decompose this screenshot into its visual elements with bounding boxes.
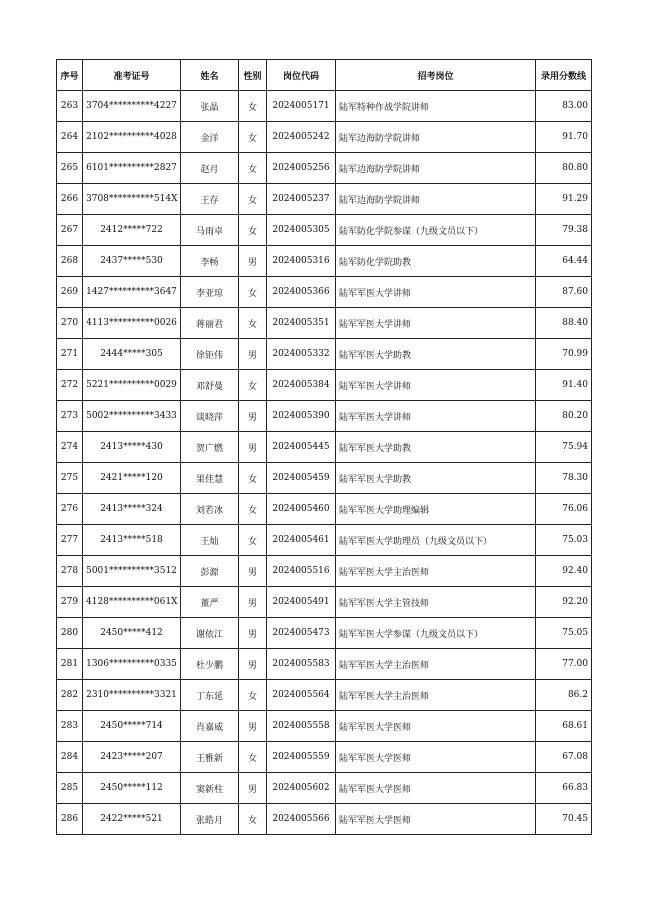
cell-exam-id: 2450*****714 (83, 711, 181, 742)
cell-seq: 280 (57, 618, 83, 649)
cell-position: 陆军边海防学院讲师 (336, 153, 536, 184)
cell-score-line: 79.38 (536, 215, 592, 246)
cell-position-code: 2024005564 (267, 680, 336, 711)
cell-seq: 281 (57, 649, 83, 680)
cell-position-code: 2024005566 (267, 804, 336, 835)
cell-seq: 279 (57, 587, 83, 618)
table-row (57, 277, 592, 308)
table-row (57, 91, 592, 122)
cell-score-line: 88.40 (536, 308, 592, 339)
cell-position-code: 2024005305 (267, 215, 336, 246)
table-row (57, 742, 592, 773)
cell-gender: 女 (239, 804, 267, 835)
cell-position: 陆军防化学院助教 (336, 246, 536, 277)
cell-gender: 男 (239, 587, 267, 618)
cell-exam-id: 3708**********514X (83, 184, 181, 215)
cell-gender: 男 (239, 618, 267, 649)
cell-exam-id: 2421*****120 (83, 463, 181, 494)
cell-position: 陆军防化学院参谋（九级文员以下） (336, 215, 536, 246)
table-row (57, 184, 592, 215)
cell-score-line: 76.06 (536, 494, 592, 525)
cell-seq: 274 (57, 432, 83, 463)
cell-name: 彭源 (181, 556, 239, 587)
cell-exam-id: 2413*****518 (83, 525, 181, 556)
cell-gender: 女 (239, 215, 267, 246)
cell-score-line: 75.05 (536, 618, 592, 649)
cell-gender: 女 (239, 91, 267, 122)
cell-exam-id: 5221**********0029 (83, 370, 181, 401)
cell-gender: 男 (239, 401, 267, 432)
cell-seq: 266 (57, 184, 83, 215)
cell-score-line: 91.40 (536, 370, 592, 401)
cell-name: 张皓月 (181, 804, 239, 835)
cell-name: 贺广燃 (181, 432, 239, 463)
cell-seq: 286 (57, 804, 83, 835)
cell-name: 杜少鹏 (181, 649, 239, 680)
cell-name: 王存 (181, 184, 239, 215)
cell-score-line: 91.70 (536, 122, 592, 153)
cell-exam-id: 2423*****207 (83, 742, 181, 773)
cell-position-code: 2024005583 (267, 649, 336, 680)
cell-name: 窦新柱 (181, 773, 239, 804)
cell-gender: 女 (239, 122, 267, 153)
cell-seq: 267 (57, 215, 83, 246)
cell-position: 陆军军医大学主治医师 (336, 680, 536, 711)
cell-gender: 男 (239, 432, 267, 463)
cell-position-code: 2024005316 (267, 246, 336, 277)
cell-gender: 女 (239, 742, 267, 773)
cell-exam-id: 2437*****530 (83, 246, 181, 277)
cell-position-code: 2024005460 (267, 494, 336, 525)
cell-exam-id: 6101**********2827 (83, 153, 181, 184)
cell-exam-id: 1427**********3647 (83, 277, 181, 308)
table-row (57, 773, 592, 804)
cell-exam-id: 2102**********4028 (83, 122, 181, 153)
cell-score-line: 75.03 (536, 525, 592, 556)
cell-seq: 277 (57, 525, 83, 556)
cell-seq: 285 (57, 773, 83, 804)
cell-exam-id: 2444*****305 (83, 339, 181, 370)
cell-name: 董严 (181, 587, 239, 618)
cell-exam-id: 4113**********0026 (83, 308, 181, 339)
cell-seq: 265 (57, 153, 83, 184)
cell-score-line: 70.45 (536, 804, 592, 835)
cell-seq: 273 (57, 401, 83, 432)
table-row (57, 432, 592, 463)
table-row (57, 711, 592, 742)
table-row (57, 215, 592, 246)
cell-position: 陆军军医大学参谋（九级文员以下） (336, 618, 536, 649)
cell-score-line: 66.83 (536, 773, 592, 804)
header-score-line: 录用分数线 (536, 60, 592, 91)
cell-seq: 269 (57, 277, 83, 308)
cell-exam-id: 2310**********3321 (83, 680, 181, 711)
cell-name: 马雨卓 (181, 215, 239, 246)
cell-position-code: 2024005390 (267, 401, 336, 432)
header-exam-id: 准考证号 (83, 60, 181, 91)
cell-gender: 女 (239, 370, 267, 401)
cell-gender: 女 (239, 277, 267, 308)
cell-seq: 275 (57, 463, 83, 494)
table-row (57, 525, 592, 556)
cell-seq: 263 (57, 91, 83, 122)
cell-position-code: 2024005461 (267, 525, 336, 556)
table-row (57, 370, 592, 401)
cell-position: 陆军边海防学院讲师 (336, 184, 536, 215)
cell-exam-id: 5002**********3433 (83, 401, 181, 432)
cell-gender: 女 (239, 680, 267, 711)
cell-seq: 283 (57, 711, 83, 742)
cell-score-line: 86.2 (536, 680, 592, 711)
table-row (57, 494, 592, 525)
cell-name: 赵月 (181, 153, 239, 184)
cell-position: 陆军军医大学助教 (336, 339, 536, 370)
cell-seq: 284 (57, 742, 83, 773)
header-name: 姓名 (181, 60, 239, 91)
cell-seq: 278 (57, 556, 83, 587)
table-row (57, 153, 592, 184)
cell-seq: 268 (57, 246, 83, 277)
cell-position: 陆军军医大学讲师 (336, 370, 536, 401)
cell-score-line: 91.29 (536, 184, 592, 215)
cell-position: 陆军军医大学医师 (336, 804, 536, 835)
cell-position-code: 2024005256 (267, 153, 336, 184)
cell-gender: 女 (239, 153, 267, 184)
cell-exam-id: 4128**********061X (83, 587, 181, 618)
cell-position-code: 2024005602 (267, 773, 336, 804)
cell-name: 李亚琼 (181, 277, 239, 308)
cell-gender: 男 (239, 556, 267, 587)
cell-exam-id: 2413*****324 (83, 494, 181, 525)
cell-position-code: 2024005242 (267, 122, 336, 153)
cell-gender: 女 (239, 525, 267, 556)
cell-position: 陆军军医大学主治医师 (336, 649, 536, 680)
table-body (57, 91, 592, 835)
cell-score-line: 68.61 (536, 711, 592, 742)
cell-exam-id: 5001**********3512 (83, 556, 181, 587)
cell-gender: 女 (239, 184, 267, 215)
cell-score-line: 92.40 (536, 556, 592, 587)
cell-gender: 女 (239, 463, 267, 494)
cell-name: 李畅 (181, 246, 239, 277)
cell-name: 徐钜伟 (181, 339, 239, 370)
cell-position: 陆军边海防学院讲师 (336, 122, 536, 153)
cell-position-code: 2024005366 (267, 277, 336, 308)
cell-gender: 男 (239, 649, 267, 680)
cell-seq: 264 (57, 122, 83, 153)
table-row (57, 246, 592, 277)
table-row (57, 122, 592, 153)
cell-score-line: 80.20 (536, 401, 592, 432)
cell-position-code: 2024005171 (267, 91, 336, 122)
table-row (57, 308, 592, 339)
cell-position: 陆军军医大学助教 (336, 432, 536, 463)
header-position: 招考岗位 (336, 60, 536, 91)
cell-seq: 272 (57, 370, 83, 401)
cell-name: 王灿 (181, 525, 239, 556)
cell-gender: 女 (239, 494, 267, 525)
cell-position-code: 2024005445 (267, 432, 336, 463)
cell-name: 肖嘉威 (181, 711, 239, 742)
cell-position: 陆军军医大学助理员（九级文员以下） (336, 525, 536, 556)
cell-name: 谢依江 (181, 618, 239, 649)
cell-position: 陆军军医大学讲师 (336, 308, 536, 339)
cell-position: 陆军军医大学主管技师 (336, 587, 536, 618)
table-row (57, 649, 592, 680)
cell-name: 邓舒曼 (181, 370, 239, 401)
cell-name: 刘若冰 (181, 494, 239, 525)
cell-position: 陆军军医大学助教 (336, 463, 536, 494)
cell-gender: 男 (239, 711, 267, 742)
header-gender: 性别 (239, 60, 267, 91)
cell-exam-id: 2450*****112 (83, 773, 181, 804)
cell-seq: 271 (57, 339, 83, 370)
table-row (57, 680, 592, 711)
cell-exam-id: 3704**********4227 (83, 91, 181, 122)
cell-seq: 270 (57, 308, 83, 339)
cell-position-code: 2024005459 (267, 463, 336, 494)
cell-name: 果佳慧 (181, 463, 239, 494)
cell-score-line: 77.00 (536, 649, 592, 680)
cell-gender: 男 (239, 339, 267, 370)
table-row (57, 804, 592, 835)
cell-gender: 男 (239, 246, 267, 277)
cell-score-line: 83.00 (536, 91, 592, 122)
cell-gender: 男 (239, 773, 267, 804)
header-seq: 序号 (57, 60, 83, 91)
cell-name: 张晶 (181, 91, 239, 122)
cell-position-code: 2024005351 (267, 308, 336, 339)
header-position-code: 岗位代码 (267, 60, 336, 91)
cell-position-code: 2024005473 (267, 618, 336, 649)
cell-position: 陆军军医大学医师 (336, 711, 536, 742)
cell-name: 金洋 (181, 122, 239, 153)
cell-position: 陆军军医大学主治医师 (336, 556, 536, 587)
cell-seq: 282 (57, 680, 83, 711)
cell-position-code: 2024005332 (267, 339, 336, 370)
cell-position: 陆军军医大学医师 (336, 773, 536, 804)
table-header-row (57, 60, 592, 91)
table-row (57, 618, 592, 649)
cell-score-line: 70.99 (536, 339, 592, 370)
cell-name: 谈晓萍 (181, 401, 239, 432)
cell-score-line: 92.20 (536, 587, 592, 618)
cell-position: 陆军军医大学讲师 (336, 401, 536, 432)
table-row (57, 463, 592, 494)
cell-exam-id: 1306**********0335 (83, 649, 181, 680)
cell-position: 陆军军医大学助理编辑 (336, 494, 536, 525)
cell-position-code: 2024005384 (267, 370, 336, 401)
cell-position: 陆军特种作战学院讲师 (336, 91, 536, 122)
cell-score-line: 75.94 (536, 432, 592, 463)
table-row (57, 587, 592, 618)
cell-position-code: 2024005559 (267, 742, 336, 773)
cell-exam-id: 2413*****430 (83, 432, 181, 463)
cell-exam-id: 2412*****722 (83, 215, 181, 246)
cell-position: 陆军军医大学讲师 (336, 277, 536, 308)
cell-name: 王雅新 (181, 742, 239, 773)
cell-name: 蒋丽君 (181, 308, 239, 339)
table-row (57, 556, 592, 587)
admission-score-table (56, 59, 592, 835)
cell-exam-id: 2422*****521 (83, 804, 181, 835)
cell-position: 陆军军医大学医师 (336, 742, 536, 773)
cell-score-line: 78.30 (536, 463, 592, 494)
table-row (57, 339, 592, 370)
cell-score-line: 80.80 (536, 153, 592, 184)
cell-name: 丁东延 (181, 680, 239, 711)
cell-position-code: 2024005558 (267, 711, 336, 742)
cell-gender: 女 (239, 308, 267, 339)
cell-score-line: 67.08 (536, 742, 592, 773)
cell-score-line: 64.44 (536, 246, 592, 277)
cell-position-code: 2024005516 (267, 556, 336, 587)
cell-position-code: 2024005491 (267, 587, 336, 618)
cell-exam-id: 2450*****412 (83, 618, 181, 649)
table-row (57, 401, 592, 432)
cell-position-code: 2024005237 (267, 184, 336, 215)
cell-score-line: 87.60 (536, 277, 592, 308)
cell-seq: 276 (57, 494, 83, 525)
